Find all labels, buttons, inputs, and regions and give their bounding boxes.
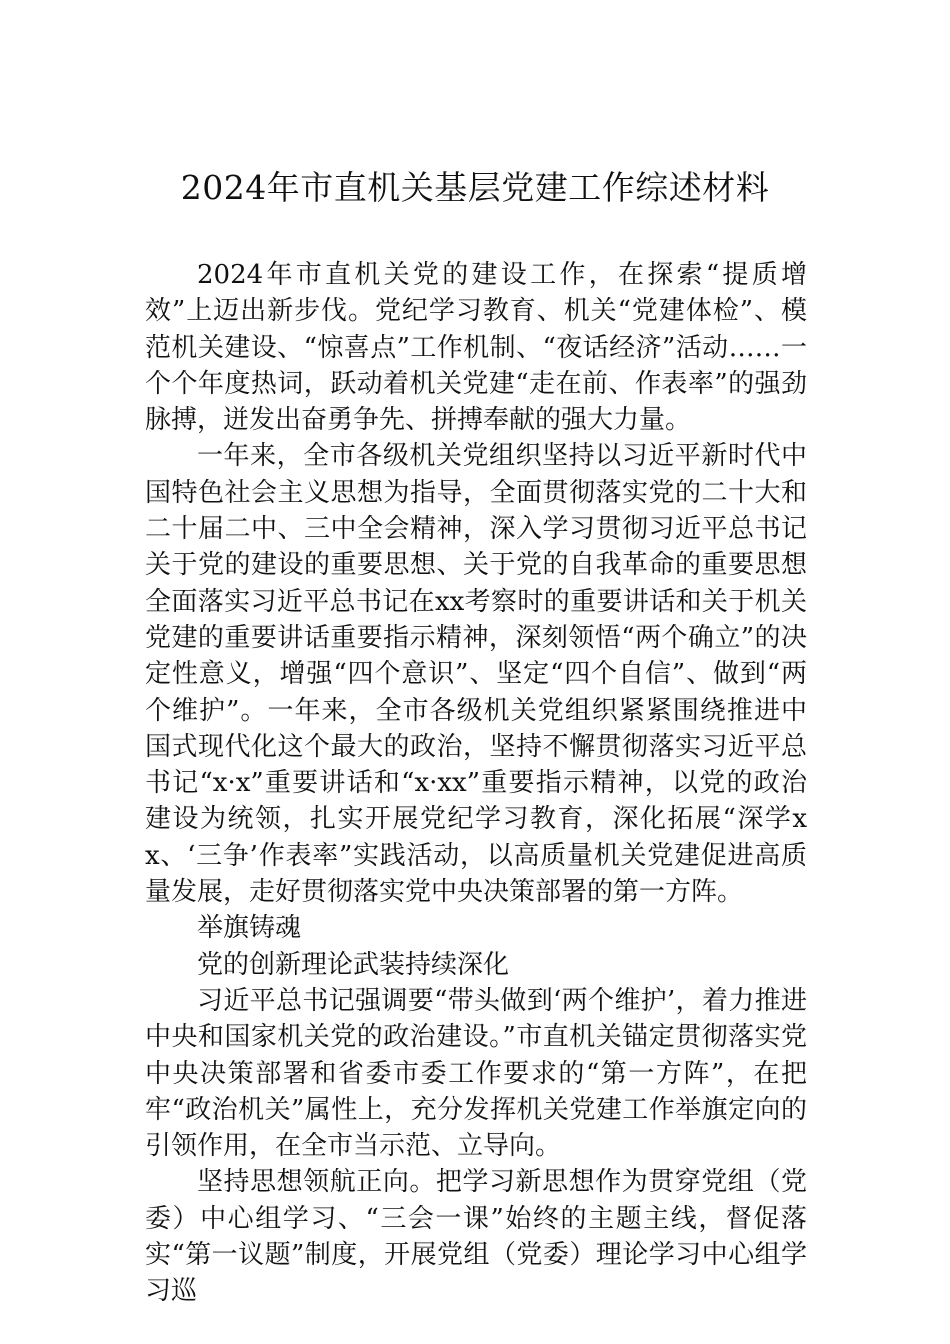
- section-heading: 举旗铸魂: [197, 913, 302, 944]
- section-subheading: 党的创新理论武装持续深化: [197, 949, 510, 980]
- paragraph-intro: 2024年市直机关党的建设工作，在探索“提质增效”上迈出新步伐。党纪学习教育、机关“党建体检”、模范机关建设、“惊喜点”工作机制、“夜话经济”活动……一个个年度热词，跃动着机关党建“走在前、作表率”的强劲脉搏，迸发出奋勇争先、拼搏奉献的强大力量。: [145, 260, 807, 436]
- paragraph-thought-leading: 坚持思想领航正向。把学习新思想作为贯穿党组（党委）中心组学习、“三会一课”始终的主题主线，督促落实“第一议题”制度，开展党组（党委）理论学习中心组学习巡: [145, 1167, 807, 1307]
- paragraph-overview: 一年来，全市各级机关党组织坚持以习近平新时代中国特色社会主义思想为指导，全面贯彻落实党的二十大和二十届二中、三中全会精神，深入学习贯彻习近平总书记关于党的建设的重要思想、关于党的自我革命的重要思想全面落实习近平总书记在xx考察时的重要讲话和关于机关党建的重要讲话重要指示精神，深刻领悟“两个确立”的决定性意义，增强“四个意识”、坚定“四个自信”、做到“两个维护”。一年来，全市各级机关党组织紧紧围绕推进中国式现代化这个最大的政治，坚持不懈贯彻落实习近平总书记“x·x”重要讲话和“x·xx”重要指示精神，以党的政治建设为统领，扎实开展党纪学习教育，深化拓展“深学xx、‘三争’作表率”实践活动，以高质量机关党建促进高质量发展，走好贯彻落实党中央决策部署的第一方阵。: [145, 441, 807, 908]
- document-body: [145, 257, 807, 1310]
- document-title: 2024年市直机关基层党建工作综述材料: [180, 168, 770, 207]
- paragraph-quote: 习近平总书记强调要“带头做到‘两个维护’，着力推进中央和国家机关党的政治建设。”市直机关锚定贯彻落实党中央决策部署和省委市委工作要求的“第一方阵”，在把牢“政治机关”属性上，充分发挥机关党建工作举旗定向的引领作用，在全市当示范、立导向。: [145, 985, 807, 1162]
